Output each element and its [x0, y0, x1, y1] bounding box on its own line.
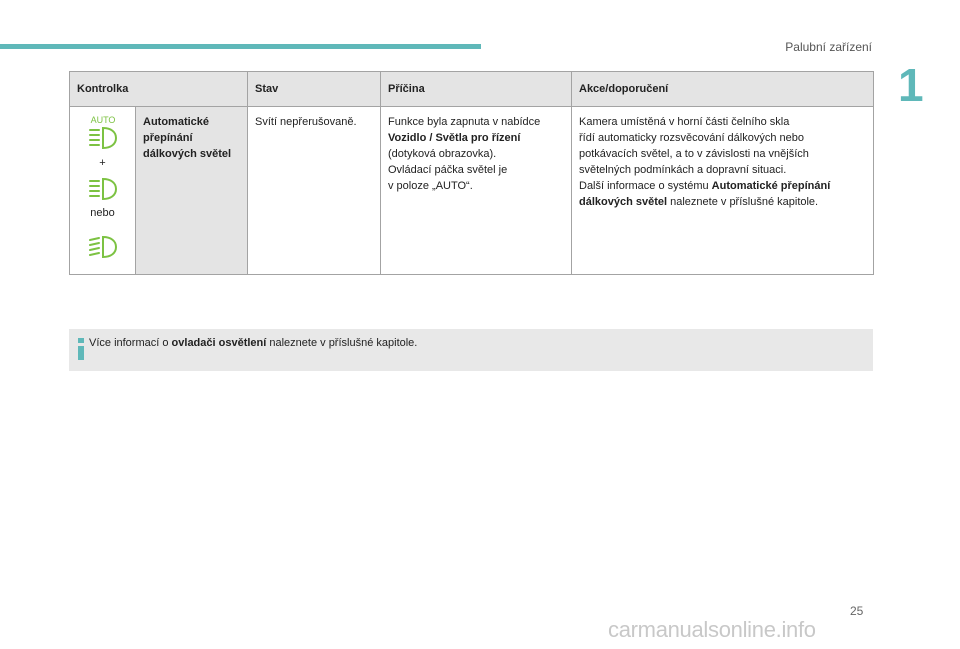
svg-text:AUTO: AUTO [90, 115, 115, 125]
header-akce: Akce/doporučení [572, 72, 874, 107]
watermark: carmanualsonline.info [608, 617, 816, 642]
auto-high-beam-icon [86, 115, 120, 151]
header-pricina: Příčina [381, 72, 572, 107]
info-box [69, 329, 873, 371]
table-header-row [70, 72, 874, 107]
function-name-cell: Automatické přepínání dálkových světel [136, 107, 248, 275]
high-beam-icon [86, 177, 120, 201]
plus-label: + [99, 157, 106, 169]
header-stav: Stav [248, 72, 381, 107]
cause-cell: Funkce byla zapnuta v nabídce Vozidlo / Světla pro řízení (dotyková obrazovka). Ovládací páčka světel je v poloze „AUTO“. [381, 107, 572, 275]
chapter-number: 1 [898, 59, 924, 111]
warning-lamp-table [69, 71, 874, 275]
or-label: nebo [90, 207, 115, 219]
action-cell: Kamera umístěná v horní části čelního skla řídí automaticky rozsvěcování dálkových nebo potkávacích světel, a to v závislosti na vnějších světelných podmínkách a dopravní situaci. Další informace o systému Automatické přepínání dálkových světel naleznete v příslušné kapitole. [572, 107, 874, 275]
page-number: 25 [850, 604, 864, 618]
section-title: Palubní zařízení [785, 40, 872, 54]
info-icon [78, 338, 84, 360]
header-kontrolka: Kontrolka [70, 72, 248, 107]
low-beam-icon [86, 235, 120, 259]
info-text: Více informací o ovladači osvětlení naleznete v příslušné kapitole. [89, 337, 418, 349]
top-accent-bar [0, 44, 481, 49]
table-row [70, 107, 874, 275]
state-cell: Svítí nepřerušovaně. [248, 107, 381, 275]
lamp-cell [70, 107, 136, 275]
